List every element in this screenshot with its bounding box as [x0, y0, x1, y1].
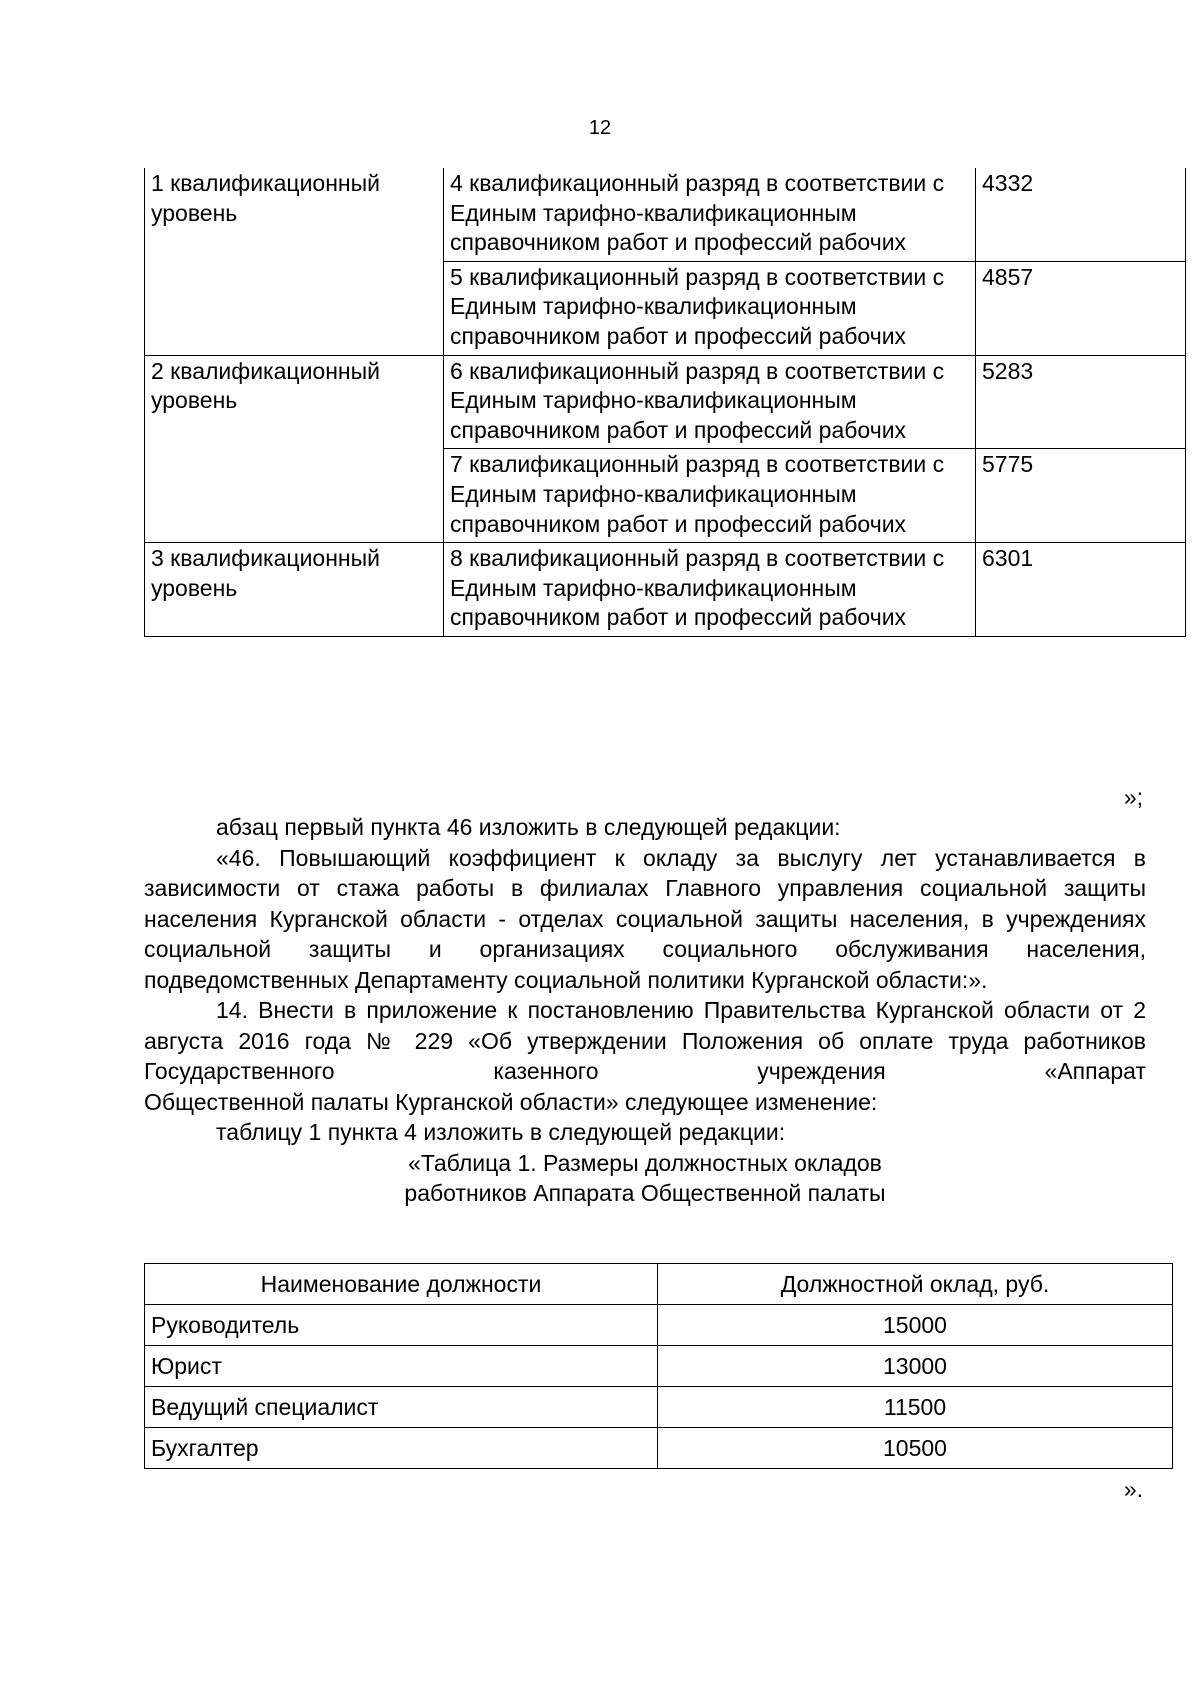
paragraph-amendment-46: абзац первый пункта 46 изложить в следующей редакции:: [216, 814, 841, 840]
body-text: [144, 812, 1146, 1209]
grade-cell: 4 квалификационный разряд в соответствии с Единым тарифно-квалификационным справочником работ и профессий рабочих: [444, 168, 976, 261]
salary-cell: 13000: [658, 1346, 1173, 1387]
table-row: [145, 168, 1186, 261]
table-header-row: [145, 1264, 1173, 1305]
grade-cell: 5 квалификационный разряд в соответствии с Единым тарифно-квалификационным справочником работ и профессий рабочих: [444, 261, 976, 355]
column-header-salary: Должностной оклад, руб.: [658, 1264, 1173, 1305]
table-row: [145, 1387, 1173, 1428]
salary-cell: 6301: [976, 543, 1186, 637]
paragraph-clause-46: «46. Повышающий коэффициент к окладу за выслугу лет устанавливается в зависимости от стажа работы в филиалах Главного управления социальной защиты населения Курганской области - отделах социальной защиты населения, в учреждениях социальной защиты и организациях социального обслуживания населения, подведомственных Департаменту социальной политики Курганской области:».: [144, 844, 1146, 993]
table-row: [145, 543, 1186, 637]
position-cell: Юрист: [145, 1346, 658, 1387]
table-row: [145, 1428, 1173, 1469]
column-header-position: Наименование должности: [145, 1264, 658, 1305]
salary-cell: 11500: [658, 1387, 1173, 1428]
page-number: 12: [588, 117, 612, 139]
paragraph-item-14-end: Общественной палаты Курганской области» следующее изменение:: [144, 1088, 878, 1115]
salary-cell: 4857: [976, 261, 1186, 355]
position-cell: Руководитель: [145, 1305, 658, 1346]
grade-cell: 6 квалификационный разряд в соответствии с Единым тарифно-квалификационным справочником работ и профессий рабочих: [444, 355, 976, 449]
salary-cell: 10500: [658, 1428, 1173, 1469]
salary-cell: 5775: [976, 449, 1186, 543]
table-row: [145, 1305, 1173, 1346]
table-caption-line-1: «Таблица 1. Размеры должностных окладов: [408, 1149, 882, 1176]
quote-close-mark-end: ».: [1123, 1476, 1143, 1502]
paragraph-item-14: 14. Внести в приложение к постановлению Правительства Курганской области от 2 августа 2016 года № 229 «Об утверждении Положения об оплате труда работников Государственного казенного учреждения «Аппарат: [144, 997, 1146, 1084]
position-cell: Бухгалтер: [145, 1428, 658, 1469]
grade-cell: 7 квалификационный разряд в соответствии с Единым тарифно-квалификационным справочником работ и профессий рабочих: [444, 449, 976, 543]
quote-close-mark: »;: [1123, 784, 1143, 810]
position-salary-table: [144, 1263, 1173, 1469]
qualification-level-cell: 1 квалификационный уровень: [145, 168, 444, 355]
grade-cell: 8 квалификационный разряд в соответствии с Единым тарифно-квалификационным справочником работ и профессий рабочих: [444, 543, 976, 637]
position-cell: Ведущий специалист: [145, 1387, 658, 1428]
salary-cell: 5283: [976, 355, 1186, 449]
paragraph-table-1: таблицу 1 пункта 4 изложить в следующей редакции:: [216, 1119, 786, 1145]
table-row: [145, 355, 1186, 449]
table-row: [145, 1346, 1173, 1387]
qualification-level-cell: 2 квалификационный уровень: [145, 355, 444, 543]
salary-cell: 15000: [658, 1305, 1173, 1346]
table-caption-line-2: работников Аппарата Общественной палаты: [404, 1180, 886, 1206]
qualification-grade-table: [144, 168, 1186, 637]
salary-cell: 4332: [976, 168, 1186, 261]
qualification-level-cell: 3 квалификационный уровень: [145, 543, 444, 637]
